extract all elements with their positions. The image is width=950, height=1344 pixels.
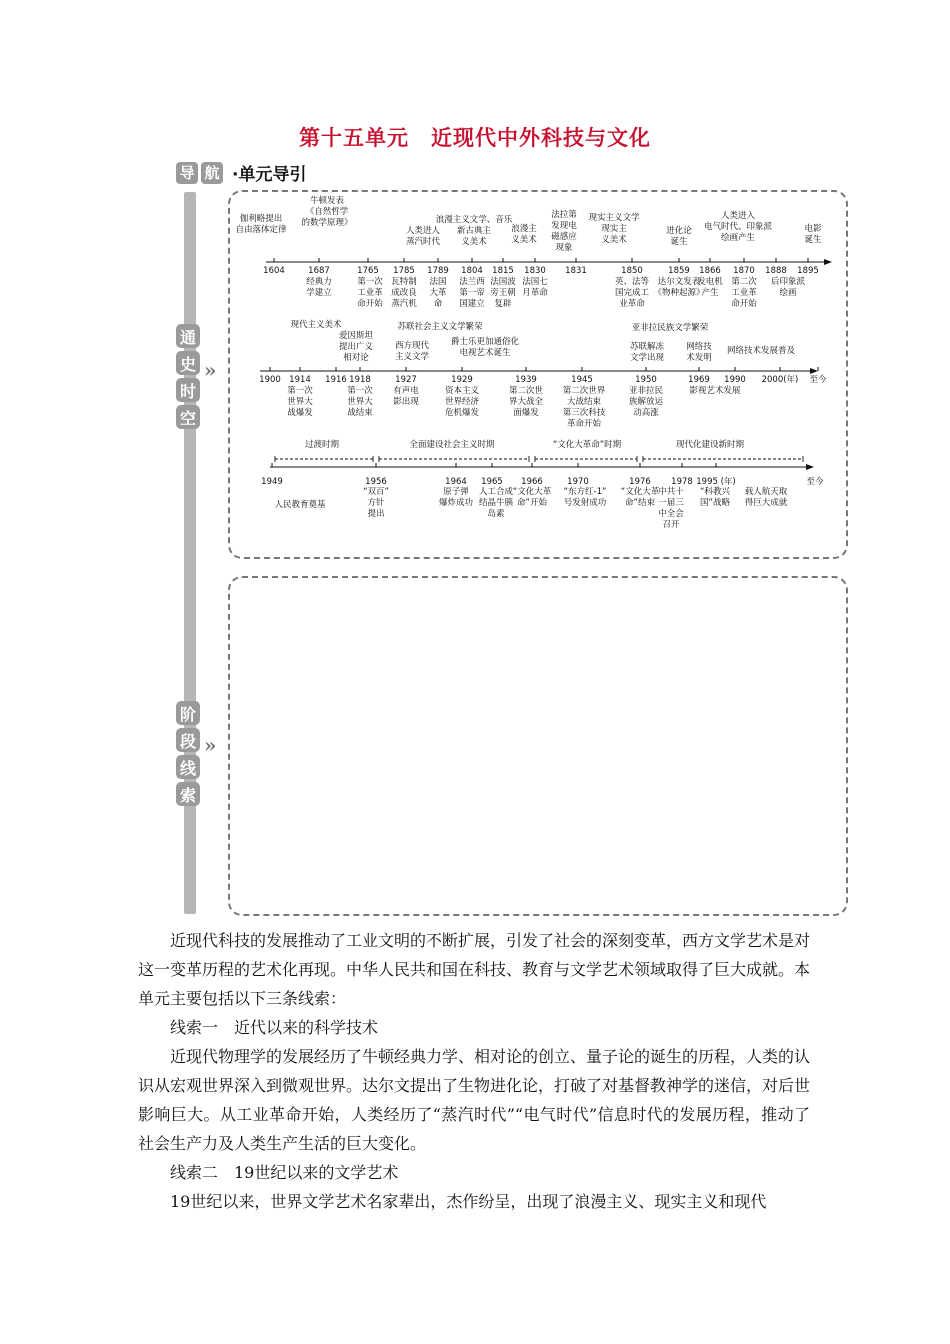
- unit-title: 第十五单元 近现代中外科技与文化: [299, 125, 651, 150]
- intro-paragraph: 近现代科技的发展推动了工业文明的不断扩展，引发了社会的深刻变革，西方文学艺术是对这一变革历程的艺术化再现。中华人民共和国在科技、教育与文学艺术领域取得了巨大成就。本单元主要包括以下三条线索：: [138, 931, 811, 1008]
- nav-badge-1: 导: [176, 162, 198, 184]
- timeline1-tick-label: 1765: [357, 266, 379, 276]
- timeline1-event-below: 法国波旁王朝复辟: [490, 277, 516, 309]
- timeline2-event-above: 爱因斯坦提出广义相对论: [338, 331, 374, 363]
- side-char: 史: [176, 351, 200, 375]
- timeline1-event-above: 电影诞生: [804, 224, 822, 245]
- timeline2-tick-label: 2000(年): [761, 375, 799, 385]
- nav-badge-2: 航: [201, 162, 223, 184]
- timeline1-event-above: 牛顿发表《自然哲学的数学原理》: [301, 196, 353, 228]
- timeline3-period-label: “文化大革命”时期: [552, 440, 622, 450]
- timeline3-tick-label: 至今: [806, 477, 824, 487]
- timeline1-tick-label: 1804: [461, 266, 483, 276]
- timeline3-event-below: 原子弹爆炸成功: [438, 487, 474, 508]
- timeline2-event-below: 亚非拉民族解放运动高涨: [628, 386, 664, 418]
- timeline3-event-below: 人工合成结晶牛胰岛素: [478, 487, 514, 519]
- timeline2-tick-label: 1918: [349, 375, 371, 385]
- timeline3-tick-label: 1956: [365, 477, 387, 487]
- side-char: 段: [176, 728, 200, 752]
- timeline3-event-below: “东方红-1”号发射成功: [563, 487, 607, 508]
- timeline1-event-above: 人类进入电气时代、印象派绘画产生: [703, 211, 773, 243]
- timeline3-tick-label: 1976: [629, 477, 651, 487]
- timeline2-event-below: 第二次世界大战结束第三次科技革命开始: [562, 386, 606, 429]
- double-chevron-right-icon: »: [204, 358, 217, 382]
- timeline1-event-below: 法国七月革命: [522, 277, 548, 298]
- stage-clues-panel: [228, 576, 848, 916]
- timeline2-axis-arrowhead: [810, 368, 818, 374]
- timeline1-tick-label: 1870: [733, 266, 755, 276]
- timeline3-event-below: “文化大革命”开始: [512, 487, 552, 508]
- timeline1-tick-label: 1888: [765, 266, 787, 276]
- clue1-title: 线索一 近代以来的科学技术: [170, 1018, 379, 1037]
- side-label-stage-clues: [176, 701, 200, 806]
- clue1-paragraph: 近现代物理学的发展经历了牛顿经典力学、相对论的创立、量子论的诞生的历程，人类的认识从宏观世界深入到微观世界。达尔文提出了生物进化论，打破了对基督教神学的迷信，对后世影响巨大。从工业革命开始，人类经历了“蒸汽时代”“电气时代”信息时代的发展历程，推动了社会生产力及人类生产生活的巨大变化。: [138, 1047, 811, 1153]
- timeline1-event-below: 第二次工业革命开始: [731, 277, 757, 309]
- timeline3-tick-label: 1949: [261, 477, 283, 487]
- timeline3-tick-label: 1978: [671, 477, 693, 487]
- timeline2-tick-label: 1950: [635, 375, 657, 385]
- timeline3-tick-label: 1964: [445, 477, 467, 487]
- timeline3-event-below: “双百”方针提出: [363, 487, 389, 519]
- timeline2-event-above: 网络技术发明: [686, 342, 712, 363]
- timeline2-event-below: 第一次世界大战爆发: [287, 386, 313, 418]
- timeline1-tick-label: 1831: [565, 266, 587, 276]
- timeline3-tick-label: 1966: [521, 477, 543, 487]
- timeline2-event-below: 影视艺术发展: [689, 386, 741, 396]
- timeline2-event-above: 苏联解冻文学出现: [629, 342, 665, 363]
- timeline1-event-below: 后印象派绘画: [770, 277, 806, 298]
- timeline1-tick-label: 1604: [263, 266, 285, 276]
- timeline3-tick-label: 1995 (年): [696, 477, 736, 487]
- timeline2-event-below: 第一次世界大战结束: [347, 386, 373, 418]
- timeline2-tick-label: 1945: [571, 375, 593, 385]
- timeline3-tick-label: 1970: [567, 477, 589, 487]
- clue2-title: 线索二 19世纪以来的文学艺术: [170, 1163, 399, 1182]
- side-char: 线: [176, 755, 200, 779]
- timeline3-period-label: 现代化建设新时期: [675, 440, 745, 450]
- body-text: [138, 926, 810, 1216]
- timeline1-axis-arrowhead: [824, 259, 832, 265]
- timeline2-event-below: 第二次世界大战全面爆发: [508, 386, 544, 418]
- timeline3-event-below: 载人航天取得巨大成就: [744, 487, 788, 508]
- timeline1-event-above: 伽利略提出自由落体定律: [235, 214, 287, 235]
- timeline2-event-above: 现代主义美术: [290, 320, 342, 330]
- timeline1-tick-label: 1830: [524, 266, 546, 276]
- timeline2-event-above: 西方现代主义文学: [394, 341, 430, 362]
- timeline-panel: [228, 190, 848, 559]
- timeline1-event-below: 法兰西第一帝国建立: [459, 277, 485, 309]
- timeline1-tick-label: 1687: [308, 266, 330, 276]
- timeline1-event-above: 人类进人蒸汽时代: [405, 226, 441, 247]
- timeline2-tick-label: 1969: [688, 375, 710, 385]
- timeline1-event-below: 瓦特制成改良蒸汽机: [391, 277, 417, 309]
- timeline1-event-below: 第一次工业革命开始: [357, 277, 383, 309]
- timeline2-event-above: 网络技术发展普及: [726, 346, 796, 356]
- side-char: 时: [176, 378, 200, 402]
- timeline1-tick-label: 1789: [427, 266, 449, 276]
- timeline2-tick-label: 1939: [515, 375, 537, 385]
- timeline3-event-below: “文化大革命”结束: [620, 487, 660, 508]
- timeline1-tick-label: 1850: [621, 266, 643, 276]
- timeline2-event-above: 亚非拉民族文学繁荣: [631, 323, 709, 333]
- timeline1-tick-label: 1815: [492, 266, 514, 276]
- timeline1-tick-label: 1866: [699, 266, 721, 276]
- timeline1-tick-label: 1785: [393, 266, 415, 276]
- nav-label: ·单元导引: [232, 165, 307, 185]
- double-chevron-right-icon: »: [204, 733, 217, 757]
- timeline2-tick-label: 1927: [395, 375, 417, 385]
- timeline1-event-above: 现实主义文学现实主义美术: [588, 213, 640, 245]
- timeline3-event-below: “科教兴国”战略: [700, 487, 730, 508]
- timeline1-event-above: 浪漫主义美术: [511, 224, 537, 245]
- side-label-history-time: [176, 324, 200, 429]
- timeline3-period-label: 全面建设社会主义时期: [409, 440, 495, 450]
- timeline1-event-below: 发电机产生: [697, 277, 723, 298]
- timeline2-tick-label: 1900: [259, 375, 281, 385]
- timeline1-event-below: 达尔文发表《物种起源》: [653, 277, 705, 298]
- timeline1-event-below: 经典力学建立: [306, 277, 332, 298]
- timeline3-axis-arrowhead: [806, 464, 814, 470]
- timeline2-event-below: 资本主义世界经济危机爆发: [444, 386, 480, 418]
- timeline-svg: [230, 192, 846, 557]
- side-char: 索: [176, 782, 200, 806]
- timeline1-event-above: 法拉第发现电磁感应现象: [551, 210, 577, 253]
- timeline1-event-below: 英、法等国完成工业革命: [614, 277, 650, 309]
- timeline2-event-above: 爵士乐更加通俗化电视艺术诞生: [450, 337, 520, 358]
- side-char: 空: [176, 405, 200, 429]
- timeline1-tick-label: 1895: [797, 266, 819, 276]
- side-char: 通: [176, 324, 200, 348]
- section-header-guide: [176, 160, 306, 185]
- timeline2-tick-label: 1990: [724, 375, 746, 385]
- timeline3-event-below: 中共十一届三中全会召开: [658, 487, 684, 530]
- timeline3-event-below: 人民教育奠基: [274, 500, 326, 510]
- timeline1-event-above: 进化论诞生: [666, 226, 692, 247]
- timeline1-tick-label: 1859: [668, 266, 690, 276]
- timeline2-event-above: 苏联社会主义文学繁荣: [397, 322, 483, 332]
- side-char: 阶: [176, 701, 200, 725]
- timeline2-tick-label: 1916: [325, 375, 347, 385]
- timeline3-tick-label: 1965: [481, 477, 503, 487]
- timeline1-event-below: 法国大革命: [429, 277, 447, 309]
- timeline2-tick-label: 至今: [809, 375, 827, 385]
- timeline2-event-below: 有声电影出现: [393, 386, 419, 407]
- timeline2-tick-label: 1914: [289, 375, 311, 385]
- timeline2-tick-label: 1929: [451, 375, 473, 385]
- clue2-paragraph: 19世纪以来，世界文学艺术名家辈出，杰作纷呈，出现了浪漫主义、现实主义和现代: [170, 1192, 767, 1211]
- timeline1-event-above: 浪漫主义文学、音乐新古典主义美术: [435, 215, 513, 247]
- timeline3-period-label: 过渡时期: [304, 440, 340, 450]
